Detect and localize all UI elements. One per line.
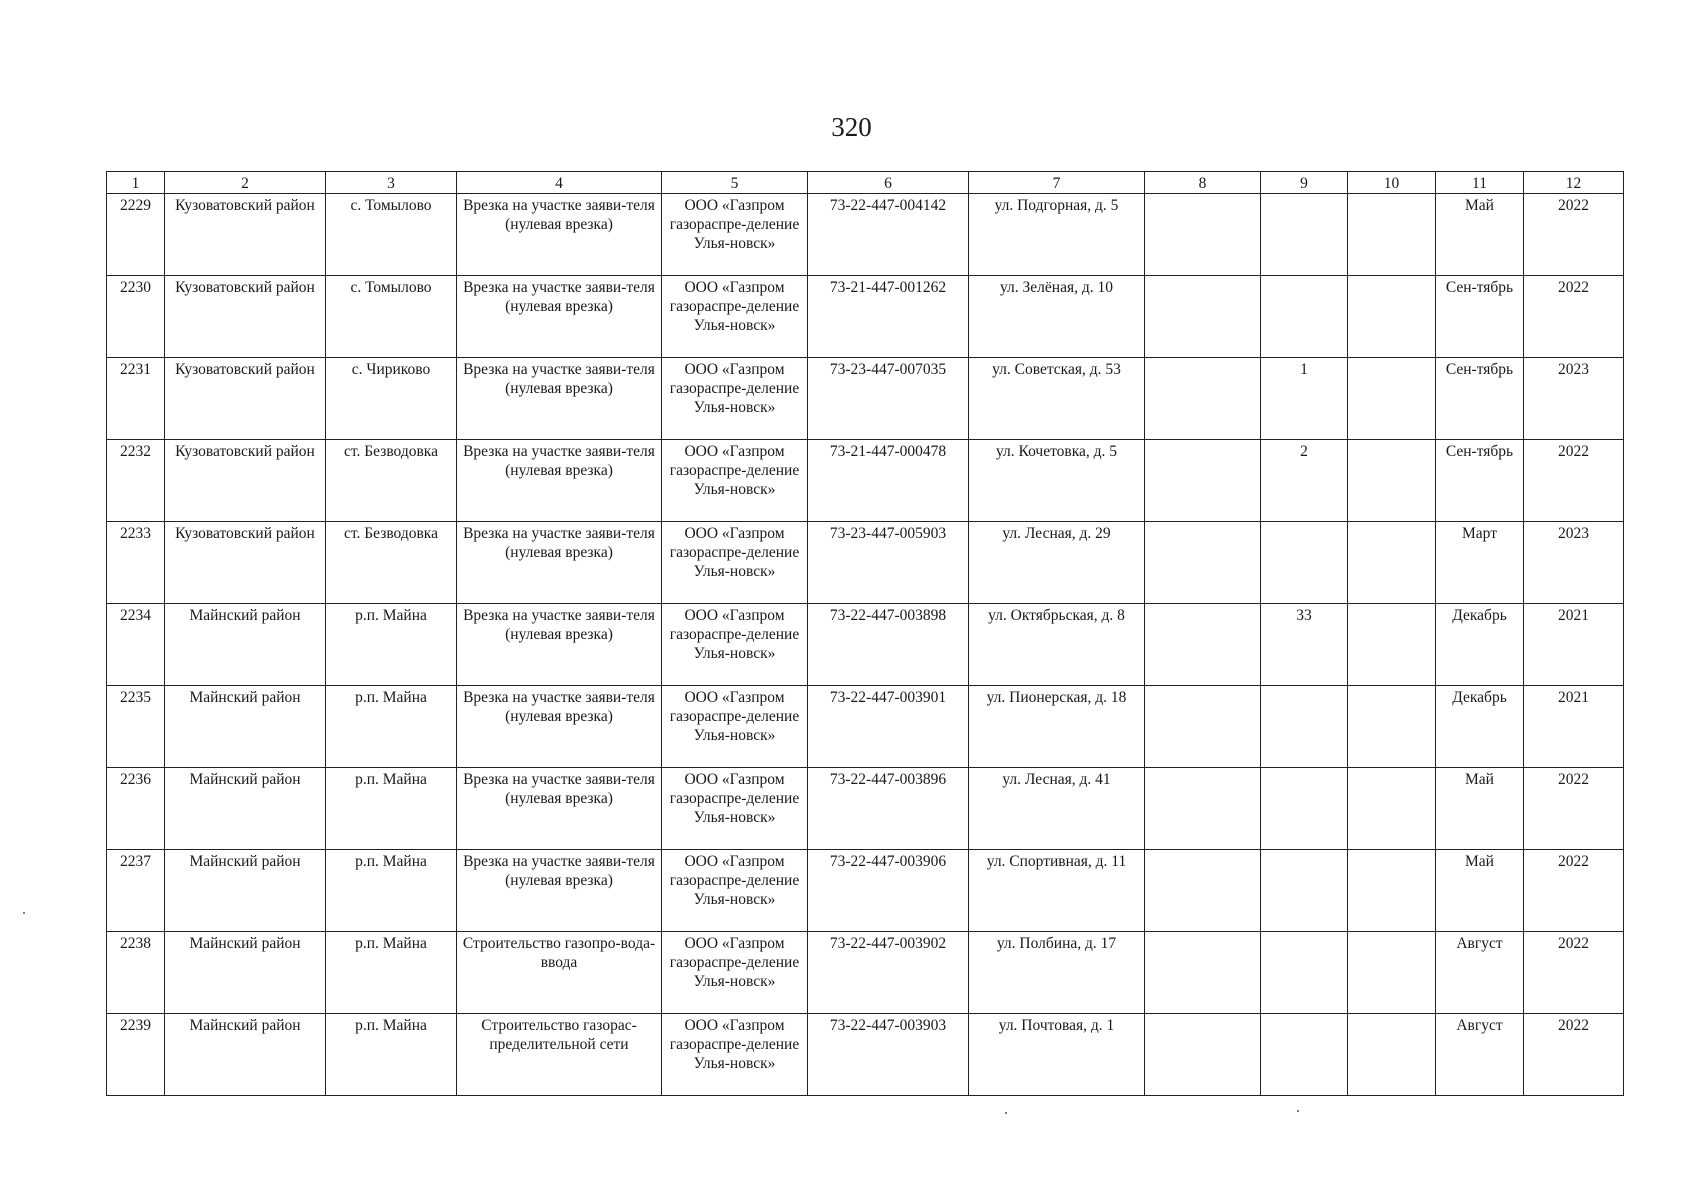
cadastral-number-cell: 73-22-447-003902 (808, 932, 969, 1014)
row-number-cell: 2238 (107, 932, 165, 1014)
month-cell: Август (1436, 1014, 1524, 1096)
cadastral-number-cell: 73-22-447-003906 (808, 850, 969, 932)
table-row (107, 932, 1624, 1014)
organization-cell: ООО «Газпром газораспре-деление Улья-новск» (662, 440, 808, 522)
table-row (107, 686, 1624, 768)
settlement-cell: р.п. Майна (326, 850, 457, 932)
district-cell: Кузоватовский район (165, 358, 326, 440)
column-10-cell (1348, 440, 1436, 522)
month-cell: Май (1436, 194, 1524, 276)
address-cell: ул. Полбина, д. 17 (969, 932, 1145, 1014)
column-8-cell (1145, 1014, 1261, 1096)
column-10-cell (1348, 768, 1436, 850)
organization-cell: ООО «Газпром газораспре-деление Улья-новск» (662, 932, 808, 1014)
scan-speck (23, 912, 25, 914)
month-cell: Сен-тябрь (1436, 358, 1524, 440)
cadastral-number-cell: 73-23-447-005903 (808, 522, 969, 604)
column-10-cell (1348, 604, 1436, 686)
table-row (107, 194, 1624, 276)
year-cell: 2022 (1524, 932, 1624, 1014)
organization-cell: ООО «Газпром газораспре-деление Улья-новск» (662, 194, 808, 276)
column-8-cell (1145, 440, 1261, 522)
month-cell: Август (1436, 932, 1524, 1014)
table-row (107, 1014, 1624, 1096)
row-number-cell: 2234 (107, 604, 165, 686)
organization-cell: ООО «Газпром газораспре-деление Улья-новск» (662, 686, 808, 768)
address-cell: ул. Подгорная, д. 5 (969, 194, 1145, 276)
column-header: 12 (1524, 172, 1624, 194)
column-header: 8 (1145, 172, 1261, 194)
year-cell: 2022 (1524, 194, 1624, 276)
organization-cell: ООО «Газпром газораспре-деление Улья-новск» (662, 358, 808, 440)
table-body (107, 172, 1624, 1096)
year-cell: 2022 (1524, 1014, 1624, 1096)
work-type-cell: Строительство газорас-пределительной сети (457, 1014, 662, 1096)
column-8-cell (1145, 358, 1261, 440)
page-number: 320 (831, 112, 872, 142)
district-cell: Кузоватовский район (165, 522, 326, 604)
row-number-cell: 2230 (107, 276, 165, 358)
table-row (107, 604, 1624, 686)
work-type-cell: Строительство газопро-вода-ввода (457, 932, 662, 1014)
cadastral-number-cell: 73-21-447-000478 (808, 440, 969, 522)
district-cell: Майнский район (165, 768, 326, 850)
row-number-cell: 2233 (107, 522, 165, 604)
cadastral-number-cell: 73-22-447-003896 (808, 768, 969, 850)
column-9-cell (1261, 194, 1348, 276)
organization-cell: ООО «Газпром газораспре-деление Улья-новск» (662, 1014, 808, 1096)
address-cell: ул. Зелёная, д. 10 (969, 276, 1145, 358)
district-cell: Кузоватовский район (165, 276, 326, 358)
register-table (106, 171, 1624, 1096)
district-cell: Майнский район (165, 686, 326, 768)
table-row (107, 440, 1624, 522)
column-10-cell (1348, 358, 1436, 440)
row-number-cell: 2237 (107, 850, 165, 932)
column-9-cell (1261, 1014, 1348, 1096)
organization-cell: ООО «Газпром газораспре-деление Улья-новск» (662, 522, 808, 604)
year-cell: 2023 (1524, 522, 1624, 604)
year-cell: 2022 (1524, 850, 1624, 932)
column-8-cell (1145, 276, 1261, 358)
address-cell: ул. Советская, д. 53 (969, 358, 1145, 440)
month-cell: Сен-тябрь (1436, 276, 1524, 358)
column-header: 3 (326, 172, 457, 194)
work-type-cell: Врезка на участке заяви-теля (нулевая врезка) (457, 768, 662, 850)
district-cell: Майнский район (165, 850, 326, 932)
row-number-cell: 2235 (107, 686, 165, 768)
row-number-cell: 2236 (107, 768, 165, 850)
settlement-cell: р.п. Майна (326, 1014, 457, 1096)
column-10-cell (1348, 850, 1436, 932)
column-9-cell: 2 (1261, 440, 1348, 522)
column-header: 2 (165, 172, 326, 194)
address-cell: ул. Октябрьская, д. 8 (969, 604, 1145, 686)
district-cell: Майнский район (165, 932, 326, 1014)
settlement-cell: р.п. Майна (326, 686, 457, 768)
column-10-cell (1348, 686, 1436, 768)
column-header: 11 (1436, 172, 1524, 194)
column-header: 10 (1348, 172, 1436, 194)
year-cell: 2021 (1524, 604, 1624, 686)
column-10-cell (1348, 932, 1436, 1014)
district-cell: Майнский район (165, 604, 326, 686)
column-10-cell (1348, 276, 1436, 358)
address-cell: ул. Лесная, д. 29 (969, 522, 1145, 604)
month-cell: Май (1436, 768, 1524, 850)
column-8-cell (1145, 194, 1261, 276)
cadastral-number-cell: 73-21-447-001262 (808, 276, 969, 358)
year-cell: 2022 (1524, 276, 1624, 358)
column-9-cell (1261, 932, 1348, 1014)
column-header: 6 (808, 172, 969, 194)
cadastral-number-cell: 73-23-447-007035 (808, 358, 969, 440)
row-number-cell: 2231 (107, 358, 165, 440)
month-cell: Декабрь (1436, 604, 1524, 686)
month-cell: Декабрь (1436, 686, 1524, 768)
row-number-cell: 2229 (107, 194, 165, 276)
address-cell: ул. Пионерская, д. 18 (969, 686, 1145, 768)
year-cell: 2022 (1524, 768, 1624, 850)
column-8-cell (1145, 850, 1261, 932)
column-10-cell (1348, 1014, 1436, 1096)
organization-cell: ООО «Газпром газораспре-деление Улья-новск» (662, 276, 808, 358)
cadastral-number-cell: 73-22-447-003903 (808, 1014, 969, 1096)
work-type-cell: Врезка на участке заяви-теля (нулевая врезка) (457, 440, 662, 522)
column-10-cell (1348, 522, 1436, 604)
column-9-cell: 33 (1261, 604, 1348, 686)
column-9-cell (1261, 522, 1348, 604)
column-9-cell (1261, 850, 1348, 932)
scan-speck (1297, 1110, 1299, 1112)
work-type-cell: Врезка на участке заяви-теля (нулевая врезка) (457, 686, 662, 768)
year-cell: 2021 (1524, 686, 1624, 768)
column-8-cell (1145, 686, 1261, 768)
column-9-cell (1261, 276, 1348, 358)
row-number-cell: 2232 (107, 440, 165, 522)
work-type-cell: Врезка на участке заяви-теля (нулевая врезка) (457, 194, 662, 276)
settlement-cell: с. Томылово (326, 276, 457, 358)
work-type-cell: Врезка на участке заяви-теля (нулевая врезка) (457, 358, 662, 440)
column-header: 9 (1261, 172, 1348, 194)
settlement-cell: ст. Безводовка (326, 440, 457, 522)
settlement-cell: р.п. Майна (326, 932, 457, 1014)
settlement-cell: ст. Безводовка (326, 522, 457, 604)
column-10-cell (1348, 194, 1436, 276)
column-8-cell (1145, 522, 1261, 604)
table-row (107, 522, 1624, 604)
cadastral-number-cell: 73-22-447-003901 (808, 686, 969, 768)
work-type-cell: Врезка на участке заяви-теля (нулевая врезка) (457, 276, 662, 358)
address-cell: ул. Спортивная, д. 11 (969, 850, 1145, 932)
organization-cell: ООО «Газпром газораспре-деление Улья-новск» (662, 604, 808, 686)
year-cell: 2023 (1524, 358, 1624, 440)
district-cell: Кузоватовский район (165, 194, 326, 276)
month-cell: Март (1436, 522, 1524, 604)
work-type-cell: Врезка на участке заяви-теля (нулевая врезка) (457, 604, 662, 686)
month-cell: Сен-тябрь (1436, 440, 1524, 522)
settlement-cell: с. Чириково (326, 358, 457, 440)
settlement-cell: р.п. Майна (326, 768, 457, 850)
work-type-cell: Врезка на участке заяви-теля (нулевая врезка) (457, 850, 662, 932)
organization-cell: ООО «Газпром газораспре-деление Улья-новск» (662, 768, 808, 850)
cadastral-number-cell: 73-22-447-004142 (808, 194, 969, 276)
column-8-cell (1145, 932, 1261, 1014)
column-9-cell (1261, 768, 1348, 850)
organization-cell: ООО «Газпром газораспре-деление Улья-новск» (662, 850, 808, 932)
scan-speck (1005, 1112, 1007, 1114)
table-row (107, 358, 1624, 440)
settlement-cell: р.п. Майна (326, 604, 457, 686)
column-8-cell (1145, 768, 1261, 850)
settlement-cell: с. Томылово (326, 194, 457, 276)
month-cell: Май (1436, 850, 1524, 932)
district-cell: Кузоватовский район (165, 440, 326, 522)
year-cell: 2022 (1524, 440, 1624, 522)
column-header: 7 (969, 172, 1145, 194)
address-cell: ул. Лесная, д. 41 (969, 768, 1145, 850)
column-9-cell: 1 (1261, 358, 1348, 440)
table-row (107, 768, 1624, 850)
column-8-cell (1145, 604, 1261, 686)
cadastral-number-cell: 73-22-447-003898 (808, 604, 969, 686)
column-number-row (107, 172, 1624, 194)
district-cell: Майнский район (165, 1014, 326, 1096)
work-type-cell: Врезка на участке заяви-теля (нулевая врезка) (457, 522, 662, 604)
column-header: 1 (107, 172, 165, 194)
table-row (107, 850, 1624, 932)
column-header: 5 (662, 172, 808, 194)
row-number-cell: 2239 (107, 1014, 165, 1096)
table-row (107, 276, 1624, 358)
column-9-cell (1261, 686, 1348, 768)
address-cell: ул. Кочетовка, д. 5 (969, 440, 1145, 522)
address-cell: ул. Почтовая, д. 1 (969, 1014, 1145, 1096)
column-header: 4 (457, 172, 662, 194)
